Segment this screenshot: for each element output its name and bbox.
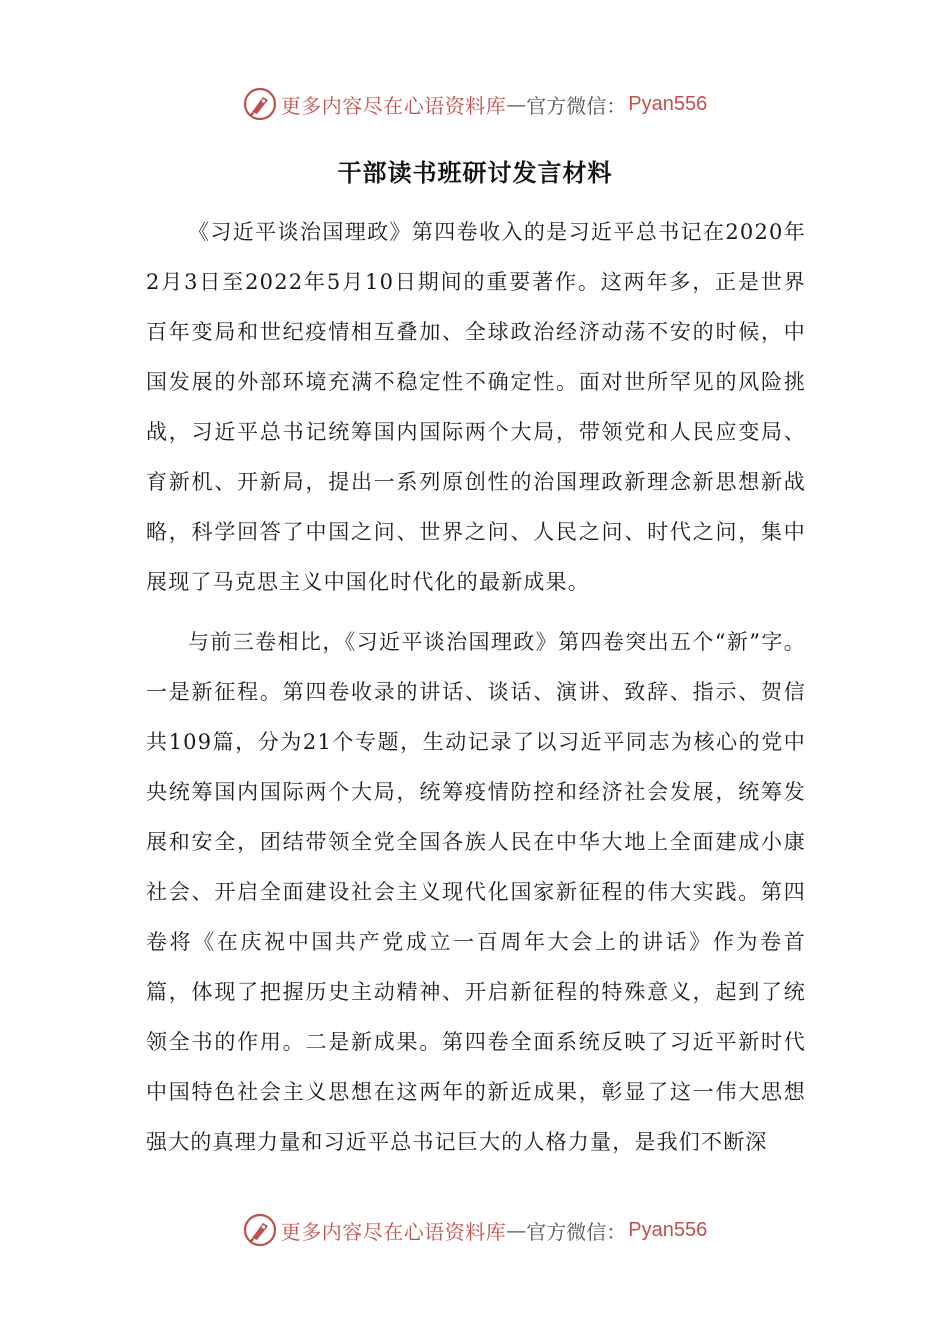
paragraph: 与前三卷相比，《习近平谈治国理政》第四卷突出五个“新”字。一是新征程。第四卷收录的讲话、谈话、演讲、致辞、指示、贺信共109篇，分为21个专题，生动记录了以习近平同志为核心的党中央统筹国内国际两个大局，统筹疫情防控和经济社会发展，统筹发展和安全，团结带领全党全国各族人民在中华大地上全面建成小康社会、开启全面建设社会主义现代化国家新征程的伟大实践。第四卷将《在庆祝中国共产党成立一百周年大会上的讲话》作为卷首篇，体现了把握历史主动精神、开启新征程的特殊意义，起到了统领全书的作用。二是新成果。第四卷全面系统反映了习近平新时代中国特色社会主义思想在这两年的新近成果，彰显了这一伟大思想强大的真理力量和习近平总书记巨大的人格力量，是我们不断深 [146, 630, 806, 1154]
pen-nib-icon [243, 87, 277, 121]
banner-separator: — [506, 1218, 527, 1242]
paragraph-2-container [146, 617, 806, 1167]
banner-separator: — [506, 92, 527, 116]
banner-text: 更多内容尽在心语资料库 [280, 1219, 507, 1244]
paragraph-1-container [146, 207, 806, 607]
document-title: 干部读书班研讨发言材料 [337, 158, 613, 187]
paragraph: 《习近平谈治国理政》第四卷收入的是习近平总书记在2020年2月3日至2022年5月10日期间的重要著作。这两年多，正是世界百年变局和世纪疫情相互叠加、全球政治经济动荡不安的时候，中国发展的外部环境充满不稳定性不确定性。面对世所罕见的风险挑战，习近平总书记统筹国内国际两个大局，带领党和人民应变局、育新机、开新局，提出一系列原创性的治国理政新理念新思想新战略，科学回答了中国之问、世界之问、人民之问、时代之问，集中展现了马克思主义中国化时代化的最新成果。 [146, 220, 806, 594]
banner-wechat-id: Pyan556 [628, 1218, 708, 1241]
banner-text: 更多内容尽在心语资料库 [280, 93, 507, 118]
pen-nib-icon [243, 1213, 277, 1247]
footer-banner [0, 1210, 950, 1250]
banner-wechat-label: 官方微信： [526, 93, 627, 118]
banner-wechat-label: 官方微信： [526, 1219, 627, 1244]
banner-wechat-id: Pyan556 [628, 92, 708, 115]
header-banner [0, 84, 950, 124]
